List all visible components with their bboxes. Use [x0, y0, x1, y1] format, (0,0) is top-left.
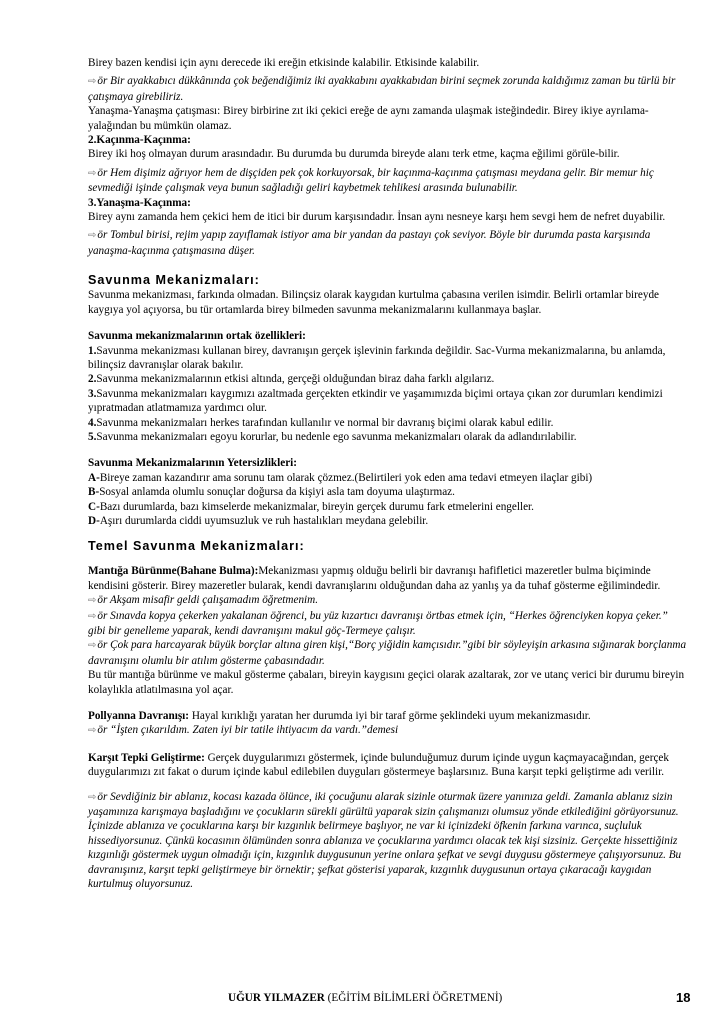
example-shoes: ⇨ör Bir ayakkabıcı dükkânında çok beğendiğimiz iki ayakkabını ayakkabıdan birini seçmek zorunda kaldığımız zaman bu türlü bir çatışmaya girebiliriz.: [88, 75, 676, 103]
ortak-item-2: 2.Savunma mekanizmalarının etkisi altında, gerçeği olduğundan biraz daha farklı algılarız.: [88, 373, 495, 386]
savunma-text: Savunma mekanizması, farkında olmadan. Bilinçsiz olarak kaygıdan kurtulma çabasına verilen isimdir. Belirli ortamlar bireyde kaygıya yol açıyorsa, bu tür ortamlarda birey bilmeden savunma mekanizmalarını kullanmaya başlar.: [88, 289, 660, 316]
example-abla: ⇨ör Sevdiğiniz bir ablanız, kocası kazada ölünce, iki çocuğunu alarak sizinle oturmak üzere yanınıza geldi. Zamanla ablanız sizin yaşamınıza karışmaya başladığını ve çocukların sürekli gürültü yaparak sizin çalışmanızı olumsuz yönde etkilediğini görüyorsunuz. İçinizde ablanıza ve çocuklarına karşı bir kızgınlık belirmeye başlıyor, ne var ki içinizdeki öfkenin farkına varınca, suçluluk hissediyorsunuz. Çünkü kocasının ölümünden sonra ablanıza ve çocuklarına yardımcı olacak tek kişi sizsiniz. Gerçekte hissettiğiniz kızgınlığı göstermek uygun olmadığı için, kızgınlık duygusunun yerine onlara şefkat ve sevgi duygusu göstermeye çalışıyorsunuz. Bu davranışınız, karşıt tepki geliştirmeye bir örnektir; şefkat gösterisi yaparak, kızgınlık duygusunun ortaya çıkaracağı kaygıdan kurtulmuş oluyorsunuz.: [88, 790, 682, 891]
mantiga-burunme-summary: Bu tür mantığa bürünme ve makul gösterme çabaları, bireyin kaygısını geçici olarak azaltarak, zor ve utanç verici bir durumu bireyin kolaylıkla atlatılmasına yol açar.: [88, 669, 685, 696]
yanasma-text: Yanaşma-Yanaşma çatışması: Birey birbirine zıt iki çekici ereğe de aynı zamanda ulaşmak isteğindedir. Birey ikiye ayrılama-yalağından bu mümkün olamaz.: [88, 105, 649, 132]
heading-ortak: Savunma mekanizmalarının ortak özellikleri:: [88, 330, 306, 343]
yetersizlik-item-c: C-Bazı durumlarda, bazı kimselerde mekanizmalar, bireyin gerçek durumu fark etmelerini engeller.: [88, 500, 534, 513]
yetersizlik-item-d: D-Aşırı durumlarda ciddi uyumsuzluk ve ruh hastalıkları meydana gelebilir.: [88, 514, 429, 527]
right-arrow-icon: ⇨: [88, 791, 97, 803]
right-arrow-icon: ⇨: [88, 167, 97, 179]
ortak-item-5: 5.Savunma mekanizmaları egoyu korurlar, bu nedenle ego savunma mekanizmaları olarak da adlandırılabilir.: [88, 430, 577, 443]
intro-text: Birey bazen kendisi için aynı derecede iki ereğin etkisinde kalabilir. Etkisinde kalabilir.: [88, 57, 480, 69]
pollyanna: Pollyanna Davranışı: Hayal kırıklığı yaratan her durumda iyi bir taraf görme şeklindeki uyum mekanizmasıdır.: [88, 710, 591, 723]
heading-yetersizlik: Savunma Mekanizmalarının Yetersizlikleri:: [88, 457, 298, 470]
ortak-item-3: 3.Savunma mekanizmaları kaygımızı azaltmada gerçekten etkindir ve yaşamımızda biçimi ortaya çıkan zor durumları kendimizi yıpratmadan atlatmamıza yardımcı olur.: [88, 387, 663, 415]
right-arrow-icon: ⇨: [88, 725, 97, 737]
yanasma-kacinma-text: Birey aynı zamanda hem çekici hem de itici bir durum karşısındadır. İnsan aynı nesneye karşı hem sevgi hem de nefret duyabilir.: [88, 211, 666, 224]
yetersizlik-item-b: B-Sosyal anlamda olumlu sonuçlar doğursa da kişiyi asla tam doyuma ulaştırmaz.: [88, 486, 455, 499]
page-footer: [0, 992, 728, 1008]
ortak-item-4: 4.Savunma mekanizmaları herkes tarafından kullanılır ve normal bir davranış biçimi olarak kabul edilir.: [88, 416, 554, 429]
example-misafir: ⇨ör Akşam misafir geldi çalışamadım öğretmenim.: [88, 594, 319, 607]
section-temel: Temel Savunma Mekanizmaları:: [88, 539, 305, 554]
document-body: [88, 56, 688, 892]
example-borc: ⇨ör Çok para harcayarak büyük borçlar altına giren kişi,“Borç yiğidin kamçısıdır.”gibi bir söyleyişin arkasına sığınarak borçlanma davranışını olumlu bir atılım gösterme çabasındadır.: [88, 639, 687, 667]
right-arrow-icon: ⇨: [88, 230, 97, 242]
mantiga-burunme: Mantığa Bürünme(Bahane Bulma):Mekanizması yapmış olduğu belirli bir davranışı hafifletici mazeretler bulma biçiminde kendisini gösterir. Birey mazeretler bularak, kendi davranışlarını olduğundan daha az yanlış ya da tuhaf gösterme eğilimindedir.: [88, 565, 661, 592]
example-dentist: ⇨ör Hem dişimiz ağrıyor hem de dişçiden pek çok korkuyorsak, bir kaçınma-kaçınma çatışması meydana gelir. Bir memur hiç sevmediği işinde çalışmak veya bunun sağladığı geliri kaybetmek tehlikesi arasında bulunabilir.: [88, 166, 654, 195]
right-arrow-icon: ⇨: [88, 76, 97, 88]
karsit-tepki: Karşıt Tepki Geliştirme: Gerçek duygularımızı göstermek, içinde bulunduğumuz durum içinde uygun kaçmayacağından, gerçek duygularımızı zıt fakat o durum içinde kabul edilebilen duyguları göstermeye başlarsınız. Buna karşıt tepki geliştirme adı verilir.: [88, 751, 669, 779]
section-savunma: Savunma Mekanizmaları:: [88, 273, 260, 288]
footer-author: UĞUR YILMAZER (EĞİTİM BİLİMLERİ ÖĞRETMENİ): [228, 992, 503, 1004]
ortak-item-1: 1.Savunma mekanizması kullanan birey, davranışın gerçek işlevinin farkında değildir. Sac-Vurma mekanizmalarına, bu anlamda, bilinçsiz davranışlar olarak bakılır.: [88, 344, 666, 371]
heading-yanasma-kacinma: 3.Yanaşma-Kaçınma:: [88, 196, 191, 209]
right-arrow-icon: ⇨: [88, 640, 97, 652]
example-isten: ⇨ör “İşten çıkarıldım. Zaten iyi bir tatile ihtiyacım da vardı.”demesi: [88, 724, 399, 737]
page-number: 18: [676, 990, 691, 1005]
right-arrow-icon: ⇨: [88, 595, 97, 607]
right-arrow-icon: ⇨: [88, 610, 97, 622]
kacinma-text: Birey iki hoş olmayan durum arasındadır. Bu durumda bu durumda bireyde alanı terk etme, kaçma eğilimi görüle-bilir.: [88, 148, 620, 161]
yetersizlik-item-a: A-Bireye zaman kazandırır ama sorunu tam olarak çözmez.(Belirtileri yok eden ama tedavi etmeyen ilaçlar gibi): [88, 471, 593, 484]
example-kopya: ⇨ör Sınavda kopya çekerken yakalanan öğrenci, bu yüz kızartıcı davranışı örtbas etmek için, “Herkes öğrenciyken kopya çeker.” gibi bir genelleme yaparak, kendi davranışını makul göç-Termeye çalışır.: [88, 609, 668, 637]
heading-kacinma: 2.Kaçınma-Kaçınma:: [88, 134, 191, 147]
example-cake: ⇨ör Tombul birisi, rejim yapıp zayıflamak istiyor ama bir yandan da pastayı çok seviyor. Böyle bir durumda pasta karşısında yanaşma-kaçınma çatışmasına düşer.: [88, 229, 651, 257]
